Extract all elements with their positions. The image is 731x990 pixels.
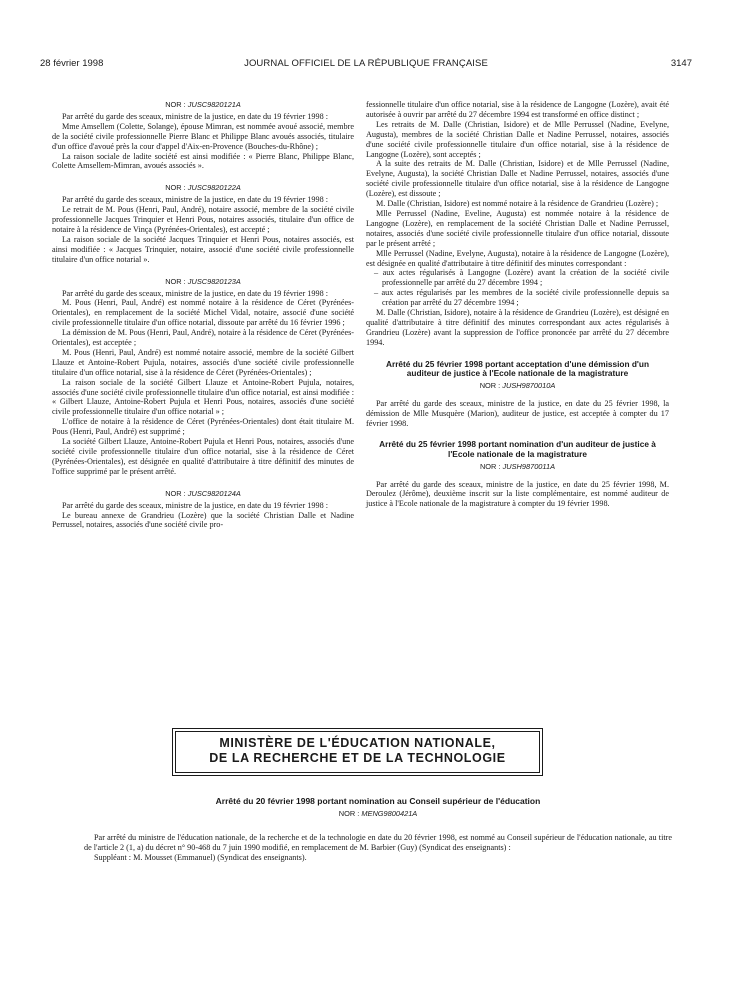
- nor-reference: NOR : JUSC9820124A: [165, 488, 241, 498]
- paragraph: Mlle Perrussel (Nadine, Eveline, Augusta) est nommée notaire à la résidence de Langogne (Lozère), en remplacement de la société Christian Dalle et Nadine Perrussel, notaires, associés d'une société civile professionnelle titulaire d'un office notarial, dissoute par le présent arrêté ;: [366, 208, 669, 248]
- paragraph: Par arrêté du garde des sceaux, ministre de la justice, en date du 19 février 1998 :: [62, 500, 328, 510]
- page-number: 3147: [670, 58, 692, 69]
- nor-reference: NOR : JUSC9820123A: [165, 276, 241, 286]
- bottom-section: [84, 797, 672, 863]
- right-column: [366, 100, 669, 509]
- ministry-name-line2: DE LA RECHERCHE ET DE LA TECHNOLOGIE: [209, 751, 506, 765]
- paragraph: A la suite des retraits de M. Dalle (Christian, Isidore) et de Mlle Perrussel (Nadine, Evelyne, Augusta), la société Christian Dalle et Nadine Perrussel, notaires, associés d'une société civile professionnelle titulaire d'un office notarial, sise à la résidence de Langogne (Lozère), est dissoute ;: [366, 159, 669, 199]
- nor-reference: NOR : JUSC9820121A: [165, 100, 241, 109]
- paragraph: Par arrêté du garde des sceaux, ministre de la justice, en date du 25 février 1998, la démission de Mlle Musquère (Marion), auditeur de justice, est acceptée à compter du 17 février 1998.: [366, 398, 669, 428]
- header-title: JOURNAL OFFICIEL DE LA RÉPUBLIQUE FRANÇAISE: [244, 58, 488, 69]
- ministry-heading-box: [175, 731, 540, 773]
- paragraph: Par arrêté du garde des sceaux, ministre de la justice, en date du 25 février 1998, M. Deroulez (Jérôme), deuxième inscrit sur la liste complémentaire, est nommé auditeur de justice à l'Ecole nationale de la magistrature à compter du 19 février 1998.: [366, 479, 669, 509]
- paragraph: Suppléant : M. Mousset (Emmanuel) (Syndicat des enseignants).: [94, 852, 307, 862]
- nor-reference: NOR : JUSC9820122A: [165, 183, 241, 193]
- paragraph: Mme Amsellem (Colette, Solange), épouse Mimran, est nommée avoué associé, membre de la société civile professionnelle Pierre Blanc et Philippe Blanc avoués associés, titulaire d'un office d'avoué près la cour d'appel d'Aix-en-Provence (Bouches-du-Rhône) ;: [52, 121, 354, 151]
- paragraph: Par arrêté du ministre de l'éducation nationale, de la recherche et de la technologie en date du 20 février 1998, est nommé au Conseil supérieur de l'éducation nationale, au titre de l'article 2 (1, a) du décret n° 90-468 du 7 juin 1990 modifié, en remplacement de M. Barbier (Guy) (Syndicat des enseignants) :: [84, 832, 672, 852]
- paragraph: Par arrêté du garde des sceaux, ministre de la justice, en date du 19 février 1998 :: [62, 195, 328, 205]
- paragraph: M. Dalle (Christian, Isidore), notaire à la résidence de Grandrieu (Lozère), est désigné en qualité d'attributaire à titre définitif des minutes correspondant aux actes régularisés à Grandrieu (Lozère) avant la suppression de l'office prononcée par arrêté du 27 décembre 1994.: [366, 308, 669, 347]
- paragraph: Le bureau annexe de Grandrieu (Lozère) que la société Christian Dalle et Nadine Perrussel, notaires, associés d'une société civile pro-: [52, 510, 354, 530]
- nor-reference: NOR : JUSH9870011A: [479, 461, 556, 471]
- decree-title: Arrêté du 25 février 1998 portant acceptation d'une démission d'un auditeur de justice à l'Ecole nationale de la magistrature: [385, 358, 650, 379]
- ministry-name-line1: MINISTÈRE DE L'ÉDUCATION NATIONALE,: [219, 736, 496, 750]
- nor-reference: NOR : JUSH9870010A: [479, 380, 556, 390]
- paragraph: Par arrêté du garde des sceaux, ministre de la justice, en date du 19 février 1998 :: [62, 288, 328, 298]
- page-header: [40, 58, 692, 72]
- paragraph: La société Gilbert Llauze, Antoine-Robert Pujula et Henri Pous, notaires, associés d'une société civile professionnelle titulaire d'un office notarial, sise à la résidence de Céret (Pyrénées-Orientales), est désignée en qualité d'attributaire à titre définitif des minutes de l'office supprimé par le présent arrêté.: [52, 437, 354, 476]
- paragraph: M. Dalle (Christian, Isidore) est nommé notaire à la résidence de Grandrieu (Lozère) ;: [376, 199, 659, 209]
- paragraph: La raison sociale de la société Gilbert Llauze et Antoine-Robert Pujula, notaires, associés d'une société civile professionnelle titulaire d'un office notarial, est ainsi modifiée : « Gilbert Llauze, Antoine-Robert Pujula et Henri Pous, notaires, associés d'une société civile professionnelle titulaire d'un office notarial » ;: [52, 377, 354, 417]
- nor-reference: NOR : MENG9800421A: [338, 808, 418, 818]
- paragraph: Les retraits de M. Dalle (Christian, Isidore) et de Mlle Perrussel (Nadine, Evelyne, Augusta), membres de la société Christian Dalle et Nadine Perrussel, notaires, associés d'une société civile professionnelle titulaire d'un office notarial, sise à la résidence de Langogne (Lozère), sont acceptés ;: [366, 119, 669, 159]
- paragraph: Par arrêté du garde des sceaux, ministre de la justice, en date du 19 février 1998 :: [62, 111, 328, 121]
- list-item: – aux actes régularisés par les membres de la société civile professionnelle depuis sa création par arrêté du 27 décembre 1994 ;: [374, 288, 669, 308]
- paragraph: fessionnelle titulaire d'un office notarial, sise à la résidence de Langogne (Lozère), avait été autorisée à ouvrir par arrêté du 27 décembre 1994 est transformé en office distinct ;: [366, 100, 669, 119]
- list-item: – aux actes régularisés à Langogne (Lozère) avant la création de la société civile professionnelle par arrêté du 27 décembre 1994 ;: [374, 268, 669, 288]
- paragraph: La raison sociale de la société Jacques Trinquier et Henri Pous, notaires associés, est ainsi modifiée : « Jacques Trinquier, notaire, associé d'une société civile professionnelle titulaire d'un office notarial ».: [52, 234, 354, 264]
- decree-title: Arrêté du 20 février 1998 portant nomination au Conseil supérieur de l'éducation: [215, 796, 541, 806]
- paragraph: Mlle Perrussel (Nadine, Evelyne, Augusta), notaire à la résidence de Langogne (Lozère), est désignée en qualité d'attributaire à titre définitif des minutes correspondant :: [366, 248, 669, 268]
- paragraph: M. Pous (Henri, Paul, André) est nommé notaire associé, membre de la société Gilbert Llauze et Antoine-Robert Pujula, notaires, associés d'une société civile professionnelle titulaire d'un office notarial, sise à la résidence de Céret (Pyrénées-Orientales) ;: [52, 347, 354, 377]
- paragraph: Le retrait de M. Pous (Henri, Paul, André), notaire associé, membre de la société civile professionnelle Jacques Trinquier et Henri Pous, notaires associés, titulaire d'un office de notaire à la résidence de Vinça (Pyrénées-Orientales), est accepté ;: [52, 205, 354, 234]
- paragraph: L'office de notaire à la résidence de Céret (Pyrénées-Orientales) dont était titulaire M. Pous (Henri, Paul, André) est supprimé ;: [52, 417, 354, 437]
- paragraph: M. Pous (Henri, Paul, André) est nommé notaire à la résidence de Céret (Pyrénées-Orientales), en remplacement de la société Michel Vidal, notaire, associé d'une société civile professionnelle titulaire d'un office notarial, dissoute par arrêté du 16 février 1996 ;: [52, 298, 354, 328]
- paragraph: La raison sociale de ladite société est ainsi modifiée : « Pierre Blanc, Philippe Blanc, Colette Amsellem-Mimran, avoués associés ».: [52, 151, 354, 171]
- header-date: 28 février 1998: [40, 58, 104, 69]
- decree-title: Arrêté du 25 février 1998 portant nomination d'un auditeur de justice à l'Ecole nationale de la magistrature: [379, 439, 656, 460]
- left-column: [52, 100, 354, 530]
- paragraph: La démission de M. Pous (Henri, Paul, André), notaire à la résidence de Céret (Pyrénées-Orientales), est acceptée ;: [52, 328, 354, 348]
